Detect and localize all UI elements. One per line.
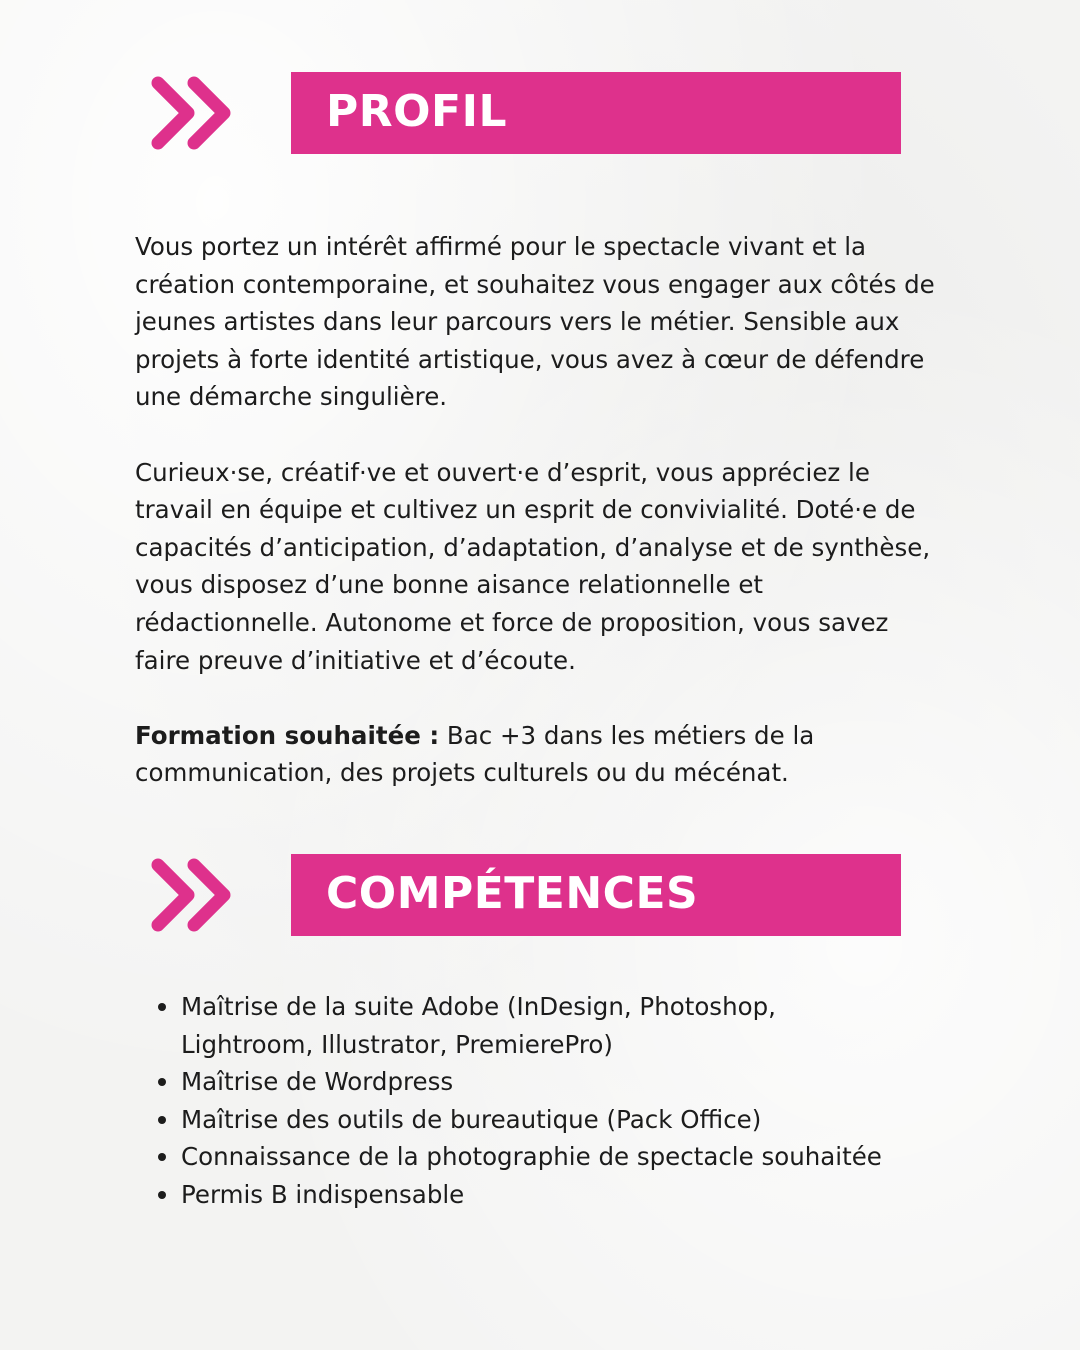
competences-list	[135, 988, 895, 1214]
profil-paragraph-1: Vous portez un intérêt affirmé pour le spectacle vivant et la création contemporaine, et souhaitez vous engager aux côtés de jeunes artistes dans leur parcours vers le métier. Sensible aux projets à forte identité artistique, vous avez à cœur de défendre une démarche singulière.	[135, 232, 935, 412]
formation-paragraph	[135, 717, 947, 792]
competences-section-header	[0, 854, 1080, 936]
profil-title-bar	[291, 72, 901, 154]
formation-text: Bac +3 dans les métiers de la communication, des projets culturels ou du mécénat.	[135, 720, 815, 788]
competences-title-bar	[291, 854, 901, 936]
list-item: Maîtrise de la suite Adobe (InDesign, Photoshop, Lightroom, Illustrator, PremierePro)	[135, 988, 895, 1063]
formation-label: Formation souhaitée :	[135, 720, 440, 750]
competences-title: COMPÉTENCES	[326, 868, 699, 919]
profil-paragraph-2: Curieux·se, créatif·ve et ouvert·e d’esprit, vous appréciez le travail en équipe et cultivez un esprit de convivialité. Doté·e de capacités d’anticipation, d’adaptation, d’analyse et de synthèse, vous disposez d’une bonne aisance relationnelle et rédactionnelle. Autonome et force de proposition, vous savez faire preuve d’initiative et d’écoute.	[135, 457, 931, 675]
profil-section-header	[0, 72, 1080, 154]
profil-content	[135, 228, 947, 792]
list-item: Permis B indispensable	[135, 1176, 895, 1214]
double-chevron-right-icon	[150, 857, 236, 933]
list-item: Maîtrise des outils de bureautique (Pack Office)	[135, 1101, 895, 1139]
list-item: Connaissance de la photographie de spectacle souhaitée	[135, 1138, 895, 1176]
double-chevron-right-icon	[150, 75, 236, 151]
list-item: Maîtrise de Wordpress	[135, 1063, 895, 1101]
profil-title: PROFIL	[326, 86, 507, 137]
